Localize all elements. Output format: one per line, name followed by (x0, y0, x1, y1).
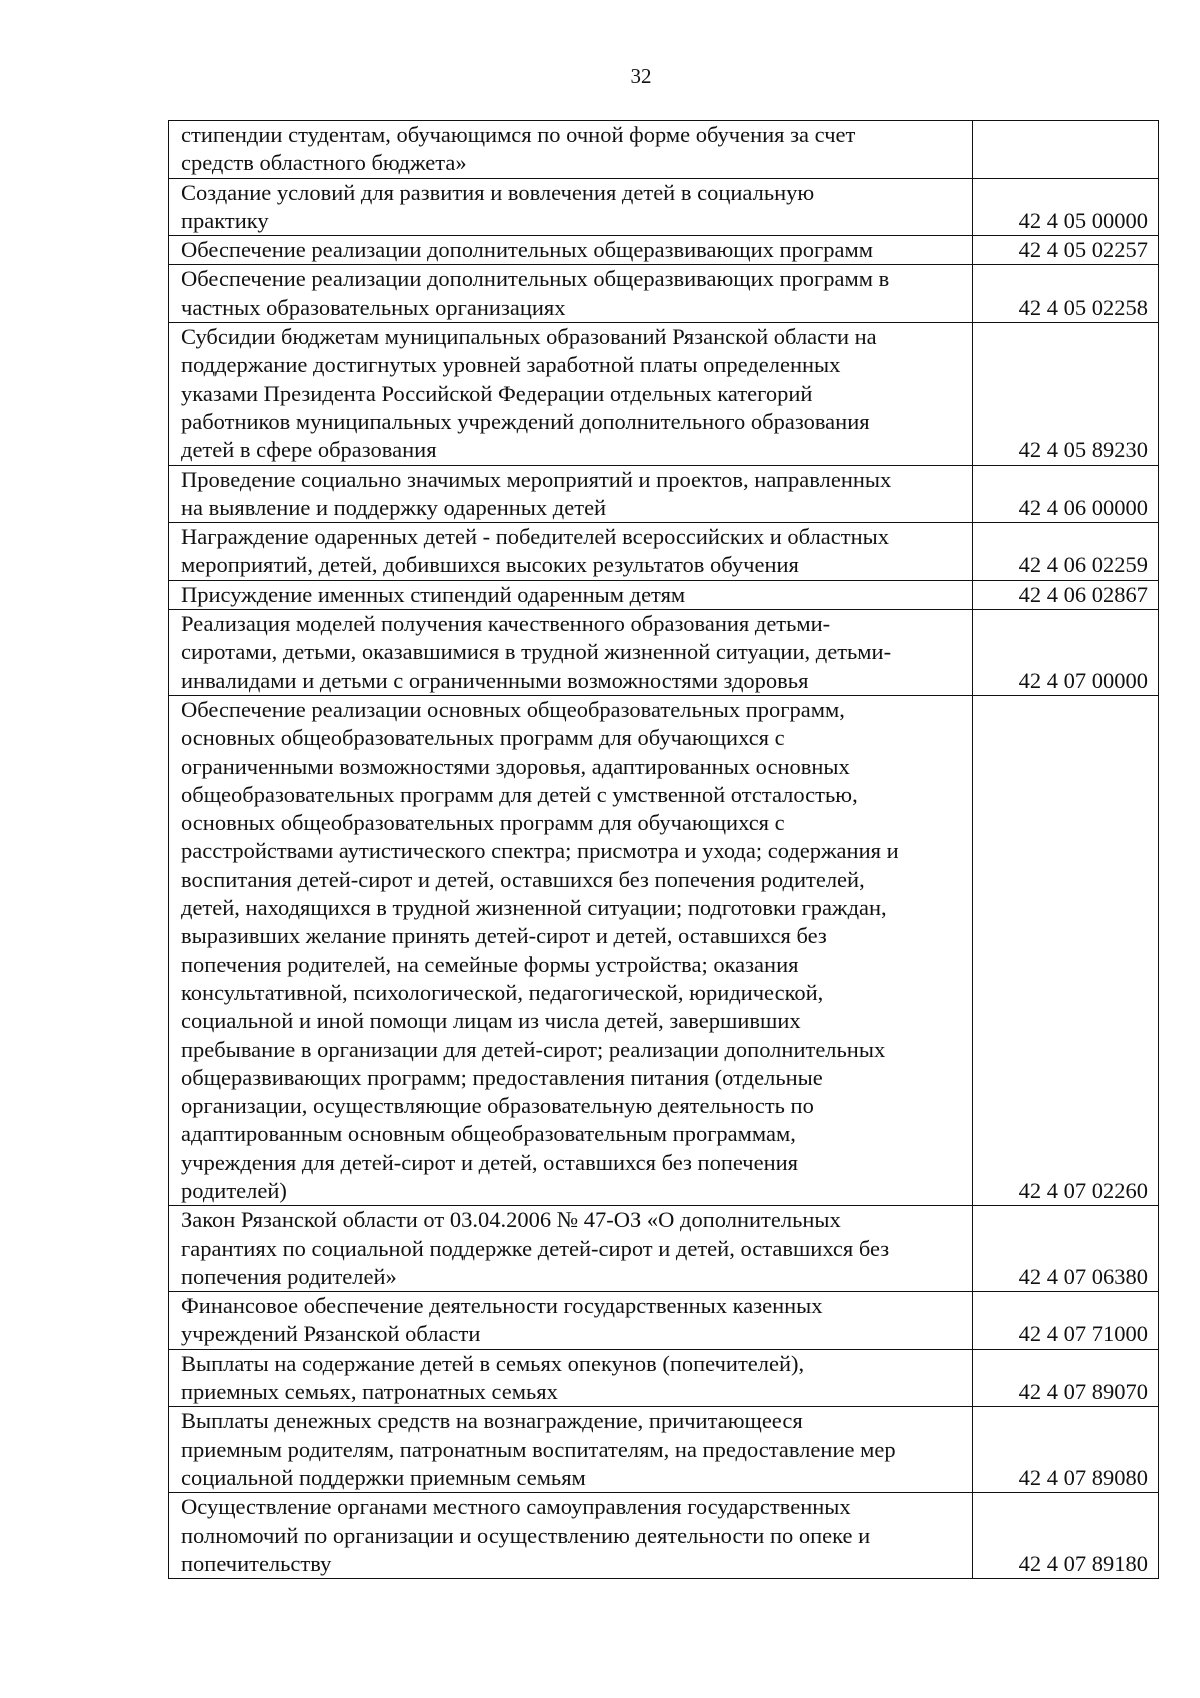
description-line: социальной поддержки приемным семьям (181, 1464, 586, 1490)
row-description (169, 465, 973, 523)
description-line: мероприятий, детей, добившихся высоких результатов обучения (181, 552, 799, 578)
description-line: указами Президента Российской Федерации отдельных категорий (181, 380, 813, 406)
description-line: Обеспечение реализации основных общеобразовательных программ, (181, 696, 845, 722)
table-row (169, 695, 1159, 1205)
description-line: консультативной, психологической, педагогической, юридической, (181, 979, 824, 1005)
description-line: Реализация моделей получения качественного образования детьми- (181, 611, 831, 637)
description-line: на выявление и поддержку одаренных детей (181, 494, 607, 520)
row-description (169, 1206, 973, 1292)
row-code: 42 4 07 89180 (973, 1493, 1159, 1579)
description-line: приемным родителям, патронатным воспитателям, на предоставление мер (181, 1436, 896, 1462)
table-row (169, 1407, 1159, 1493)
row-description (169, 236, 973, 265)
description-line: основных общеобразовательных программ для обучающихся с (181, 810, 785, 836)
description-line: работников муниципальных учреждений дополнительного образования (181, 408, 870, 434)
row-description (169, 1349, 973, 1407)
row-code (973, 121, 1159, 179)
description-line: попечения родителей, на семейные формы устройства; оказания (181, 951, 799, 977)
table-row (169, 1349, 1159, 1407)
description-line: Присуждение именных стипендий одаренным детям (181, 581, 686, 607)
row-code: 42 4 07 89070 (973, 1349, 1159, 1407)
description-line: выразивших желание принять детей-сирот и детей, оставшихся без (181, 923, 827, 949)
description-line: Обеспечение реализации дополнительных общеразвивающих программ (181, 237, 873, 263)
table-row (169, 1292, 1159, 1350)
row-code: 42 4 07 71000 (973, 1292, 1159, 1350)
description-line: основных общеобразовательных программ для обучающихся с (181, 725, 785, 751)
description-line: Обеспечение реализации дополнительных общеразвивающих программ в (181, 266, 890, 292)
description-line: попечительству (181, 1550, 332, 1576)
description-line: учреждения для детей-сирот и детей, оставшихся без попечения (181, 1149, 799, 1175)
description-line: средств областного бюджета» (181, 150, 467, 176)
table-row (169, 121, 1159, 179)
description-line: пребывание в организации для детей-сирот; реализации дополнительных (181, 1036, 886, 1062)
description-line: Выплаты на содержание детей в семьях опекунов (попечителей), (181, 1350, 805, 1376)
description-line: адаптированным основным общеобразовательным программам, (181, 1121, 796, 1147)
table-row (169, 580, 1159, 609)
description-line: Закон Рязанской области от 03.04.2006 № 47-ОЗ «О дополнительных (181, 1207, 841, 1233)
description-line: сиротами, детьми, оказавшимися в трудной жизненной ситуации, детьми- (181, 639, 892, 665)
description-line: стипендии студентам, обучающимся по очной форме обучения за счет (181, 122, 856, 147)
table-row (169, 178, 1159, 236)
description-line: инвалидами и детьми с ограниченными возможностями здоровья (181, 667, 809, 693)
description-line: учреждений Рязанской области (181, 1321, 481, 1347)
description-line: Финансовое обеспечение деятельности государственных казенных (181, 1293, 823, 1319)
description-line: детей, находящихся в трудной жизненной ситуации; подготовки граждан, (181, 895, 887, 921)
description-line: поддержание достигнутых уровней заработной платы определенных (181, 352, 841, 378)
description-line: Создание условий для развития и вовлечения детей в социальную (181, 179, 815, 205)
row-description (169, 178, 973, 236)
description-line: расстройствами аутистического спектра; присмотра и ухода; содержания и (181, 838, 899, 864)
description-line: ограниченными возможностями здоровья, адаптированных основных (181, 753, 850, 779)
table-row (169, 523, 1159, 581)
row-code: 42 4 07 00000 (973, 610, 1159, 696)
row-description (169, 1292, 973, 1350)
row-description (169, 1493, 973, 1579)
table-row (169, 465, 1159, 523)
row-description (169, 695, 973, 1205)
description-line: организации, осуществляющие образовательную деятельность по (181, 1093, 814, 1119)
row-description (169, 121, 973, 179)
table-row (169, 1206, 1159, 1292)
description-line: детей в сфере образования (181, 437, 437, 463)
page-number: 32 (630, 64, 652, 88)
table-row (169, 1493, 1159, 1579)
description-line: полномочий по организации и осуществлению деятельности по опеке и (181, 1522, 871, 1548)
table-row (169, 323, 1159, 465)
row-description (169, 1407, 973, 1493)
row-description (169, 323, 973, 465)
row-code: 42 4 07 89080 (973, 1407, 1159, 1493)
budget-classification-table (168, 120, 1159, 1579)
description-line: Субсидии бюджетам муниципальных образований Рязанской области на (181, 324, 877, 350)
description-line: приемных семьях, патронатных семьях (181, 1379, 558, 1405)
row-description (169, 265, 973, 323)
description-line: общеобразовательных программ для детей с умственной отсталостью, (181, 781, 858, 807)
row-description (169, 610, 973, 696)
description-line: общеразвивающих программ; предоставления питания (отдельные (181, 1064, 823, 1090)
row-code: 42 4 07 02260 (973, 695, 1159, 1205)
table-row (169, 610, 1159, 696)
row-code: 42 4 07 06380 (973, 1206, 1159, 1292)
description-line: попечения родителей» (181, 1263, 397, 1289)
description-line: родителей) (181, 1177, 287, 1203)
row-code: 42 4 05 02258 (973, 265, 1159, 323)
description-line: частных образовательных организациях (181, 294, 566, 320)
description-line: Осуществление органами местного самоуправления государственных (181, 1494, 851, 1520)
description-line: Награждение одаренных детей - победителей всероссийских и областных (181, 524, 890, 550)
description-line: Выплаты денежных средств на вознаграждение, причитающееся (181, 1408, 803, 1434)
table-row (169, 265, 1159, 323)
row-description (169, 580, 973, 609)
row-code: 42 4 05 02257 (973, 236, 1159, 265)
row-code: 42 4 06 00000 (973, 465, 1159, 523)
row-code: 42 4 06 02867 (973, 580, 1159, 609)
description-line: воспитания детей-сирот и детей, оставшихся без попечения родителей, (181, 866, 865, 892)
row-code: 42 4 05 00000 (973, 178, 1159, 236)
table-row (169, 236, 1159, 265)
row-code: 42 4 06 02259 (973, 523, 1159, 581)
row-description (169, 523, 973, 581)
row-code: 42 4 05 89230 (973, 323, 1159, 465)
description-line: Проведение социально значимых мероприятий и проектов, направленных (181, 466, 892, 492)
description-line: социальной и иной помощи лицам из числа детей, завершивших (181, 1008, 801, 1034)
description-line: гарантиях по социальной поддержке детей-сирот и детей, оставшихся без (181, 1235, 890, 1261)
description-line: практику (181, 207, 269, 233)
